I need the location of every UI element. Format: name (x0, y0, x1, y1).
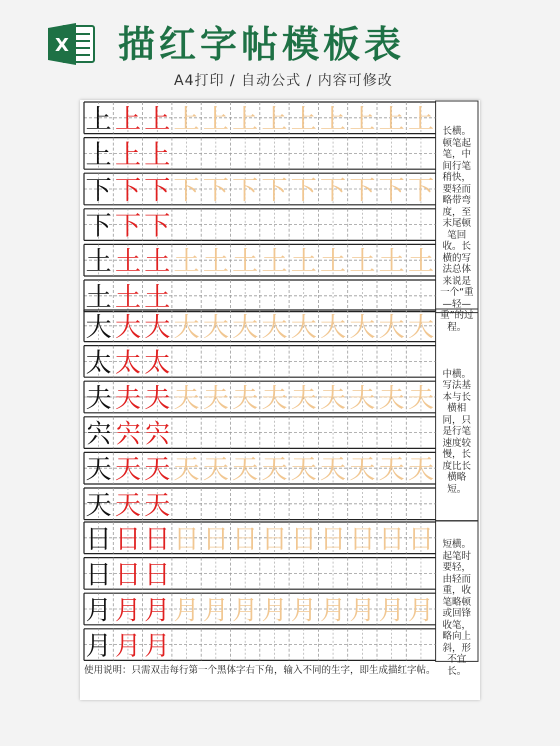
red-trace-character: 下 (114, 176, 141, 206)
copybook-sheet (80, 100, 480, 700)
light-trace-character: 上 (290, 104, 317, 135)
model-character[interactable]: 大 (85, 312, 112, 343)
red-trace-character: 太 (114, 348, 141, 379)
red-trace-character: 宍 (144, 419, 171, 450)
light-trace-character: 上 (202, 104, 229, 135)
red-trace-character: 太 (144, 348, 171, 379)
light-trace-character: 土 (320, 247, 347, 278)
red-trace-character: 上 (114, 140, 141, 171)
light-trace-character: 月 (290, 596, 317, 626)
light-trace-character: 土 (202, 247, 229, 278)
light-trace-character: 土 (232, 247, 259, 278)
light-trace-character: 土 (349, 247, 376, 278)
practice-row (84, 593, 436, 626)
light-trace-character: 日 (407, 524, 434, 555)
practice-row (84, 629, 436, 662)
light-trace-character: 下 (202, 176, 229, 206)
light-trace-character: 天 (407, 455, 434, 486)
red-trace-character: 夫 (144, 384, 171, 414)
light-trace-character: 夫 (173, 384, 200, 414)
red-trace-character: 日 (144, 560, 171, 591)
light-trace-character: 下 (349, 176, 376, 206)
practice-row (84, 138, 436, 171)
light-trace-character: 上 (349, 104, 376, 135)
red-trace-character: 天 (144, 455, 171, 486)
light-trace-character: 天 (261, 455, 288, 486)
practice-grid (80, 100, 480, 700)
light-trace-character: 天 (378, 455, 405, 486)
practice-row (84, 244, 436, 277)
light-trace-character: 下 (232, 176, 259, 206)
light-trace-character: 土 (378, 247, 405, 278)
practice-row (84, 310, 436, 343)
model-character[interactable]: 日 (85, 524, 112, 555)
red-trace-character: 月 (114, 596, 141, 626)
red-trace-character: 月 (144, 596, 171, 626)
practice-row (84, 522, 436, 555)
model-character[interactable]: 宍 (85, 419, 112, 450)
light-trace-character: 大 (202, 312, 229, 343)
practice-row (84, 452, 436, 485)
light-trace-character: 大 (173, 312, 200, 343)
light-trace-character: 日 (349, 524, 376, 555)
red-trace-character: 上 (144, 140, 171, 171)
red-trace-character: 下 (144, 211, 171, 242)
light-trace-character: 上 (261, 104, 288, 135)
light-trace-character: 大 (320, 312, 347, 343)
light-trace-character: 夫 (320, 384, 347, 414)
light-trace-character: 天 (349, 455, 376, 486)
light-trace-character: 上 (320, 104, 347, 135)
model-character[interactable]: 下 (85, 211, 112, 242)
light-trace-character: 天 (173, 455, 200, 486)
model-character[interactable]: 月 (85, 631, 112, 662)
practice-row (84, 488, 436, 521)
light-trace-character: 夫 (378, 384, 405, 414)
light-trace-character: 月 (320, 596, 347, 626)
usage-note: 使用说明：只需双击每行第一个黑体字右下角，输入不同的生字，即生成描红字帖。 (84, 665, 436, 676)
red-trace-character: 上 (114, 104, 141, 135)
red-trace-character: 夫 (114, 384, 141, 414)
light-trace-character: 土 (261, 247, 288, 278)
practice-row (84, 417, 436, 450)
red-trace-character: 大 (114, 312, 141, 343)
stroke-description: 短横。起笔时要轻，由轻而重，收笔略顿或回锋收笔，略向上斜，形不宜长。 (442, 539, 472, 677)
model-character[interactable]: 太 (85, 348, 112, 379)
light-trace-character: 日 (202, 524, 229, 555)
red-trace-character: 土 (114, 247, 141, 278)
light-trace-character: 月 (173, 596, 200, 626)
light-trace-character: 月 (261, 596, 288, 626)
light-trace-character: 下 (173, 176, 200, 206)
light-trace-character: 日 (173, 524, 200, 555)
light-trace-character: 下 (290, 176, 317, 206)
model-character[interactable]: 月 (85, 596, 112, 626)
practice-row (84, 102, 436, 135)
light-trace-character: 大 (378, 312, 405, 343)
light-trace-character: 大 (261, 312, 288, 343)
svg-text:X: X (55, 35, 69, 56)
light-trace-character: 月 (378, 596, 405, 626)
light-trace-character: 天 (202, 455, 229, 486)
light-trace-character: 夫 (232, 384, 259, 414)
red-trace-character: 日 (114, 560, 141, 591)
red-trace-character: 日 (144, 524, 171, 555)
red-trace-character: 宍 (114, 419, 141, 450)
light-trace-character: 土 (407, 247, 434, 278)
light-trace-character: 夫 (261, 384, 288, 414)
model-character[interactable]: 日 (85, 560, 112, 591)
page-title: 描红字帖模板表 (118, 23, 405, 66)
light-trace-character: 夫 (202, 384, 229, 414)
light-trace-character: 日 (261, 524, 288, 555)
red-trace-character: 大 (144, 312, 171, 343)
light-trace-character: 大 (232, 312, 259, 343)
light-trace-character: 土 (290, 247, 317, 278)
model-character[interactable]: 上 (85, 140, 112, 171)
practice-row (84, 209, 436, 242)
model-character[interactable]: 土 (85, 282, 112, 313)
light-trace-character: 夫 (290, 384, 317, 414)
red-trace-character: 下 (144, 176, 171, 206)
practice-row (84, 346, 436, 379)
practice-row (84, 381, 436, 414)
light-trace-character: 天 (290, 455, 317, 486)
red-trace-character: 土 (144, 282, 171, 313)
model-character[interactable]: 天 (85, 490, 112, 521)
light-trace-character: 天 (232, 455, 259, 486)
practice-row (84, 173, 436, 206)
model-character[interactable]: 土 (85, 247, 112, 278)
light-trace-character: 月 (349, 596, 376, 626)
model-character[interactable]: 下 (85, 176, 112, 206)
red-trace-character: 天 (114, 490, 141, 521)
practice-row (84, 280, 436, 313)
red-trace-character: 天 (144, 490, 171, 521)
light-trace-character: 下 (378, 176, 405, 206)
light-trace-character: 月 (202, 596, 229, 626)
red-trace-character: 土 (114, 282, 141, 313)
stroke-description: 中横。写法基本与长横相同，只是行笔速度较慢，长度比长横略短。 (442, 368, 472, 495)
practice-row (84, 558, 436, 591)
stroke-description: 长横。顿笔起笔，中间行笔稍快，要轻而略带弯度，至末尾顿笔回收。长横的写法总体来说是一个“重—轻—重”的过程。 (440, 126, 474, 333)
light-trace-character: 月 (232, 596, 259, 626)
light-trace-character: 天 (320, 455, 347, 486)
excel-icon (46, 20, 96, 68)
light-trace-character: 日 (232, 524, 259, 555)
red-trace-character: 月 (144, 631, 171, 662)
red-trace-character: 月 (114, 631, 141, 662)
light-trace-character: 下 (261, 176, 288, 206)
red-trace-character: 下 (114, 211, 141, 242)
light-trace-character: 上 (232, 104, 259, 135)
light-trace-character: 大 (290, 312, 317, 343)
light-trace-character: 上 (173, 104, 200, 135)
red-trace-character: 上 (144, 104, 171, 135)
page-subtitle: A4打印 / 自动公式 / 内容可修改 (174, 73, 393, 89)
light-trace-character: 夫 (407, 384, 434, 414)
light-trace-character: 下 (407, 176, 434, 206)
light-trace-character: 上 (378, 104, 405, 135)
light-trace-character: 大 (349, 312, 376, 343)
light-trace-character: 上 (407, 104, 434, 135)
red-trace-character: 日 (114, 524, 141, 555)
model-character[interactable]: 天 (85, 455, 112, 486)
model-character[interactable]: 上 (85, 104, 112, 135)
light-trace-character: 下 (320, 176, 347, 206)
red-trace-character: 天 (114, 455, 141, 486)
light-trace-character: 大 (407, 312, 434, 343)
red-trace-character: 土 (144, 247, 171, 278)
light-trace-character: 月 (407, 596, 434, 626)
light-trace-character: 日 (378, 524, 405, 555)
model-character[interactable]: 夫 (85, 384, 112, 414)
light-trace-character: 夫 (349, 384, 376, 414)
light-trace-character: 日 (290, 524, 317, 555)
light-trace-character: 日 (320, 524, 347, 555)
light-trace-character: 土 (173, 247, 200, 278)
